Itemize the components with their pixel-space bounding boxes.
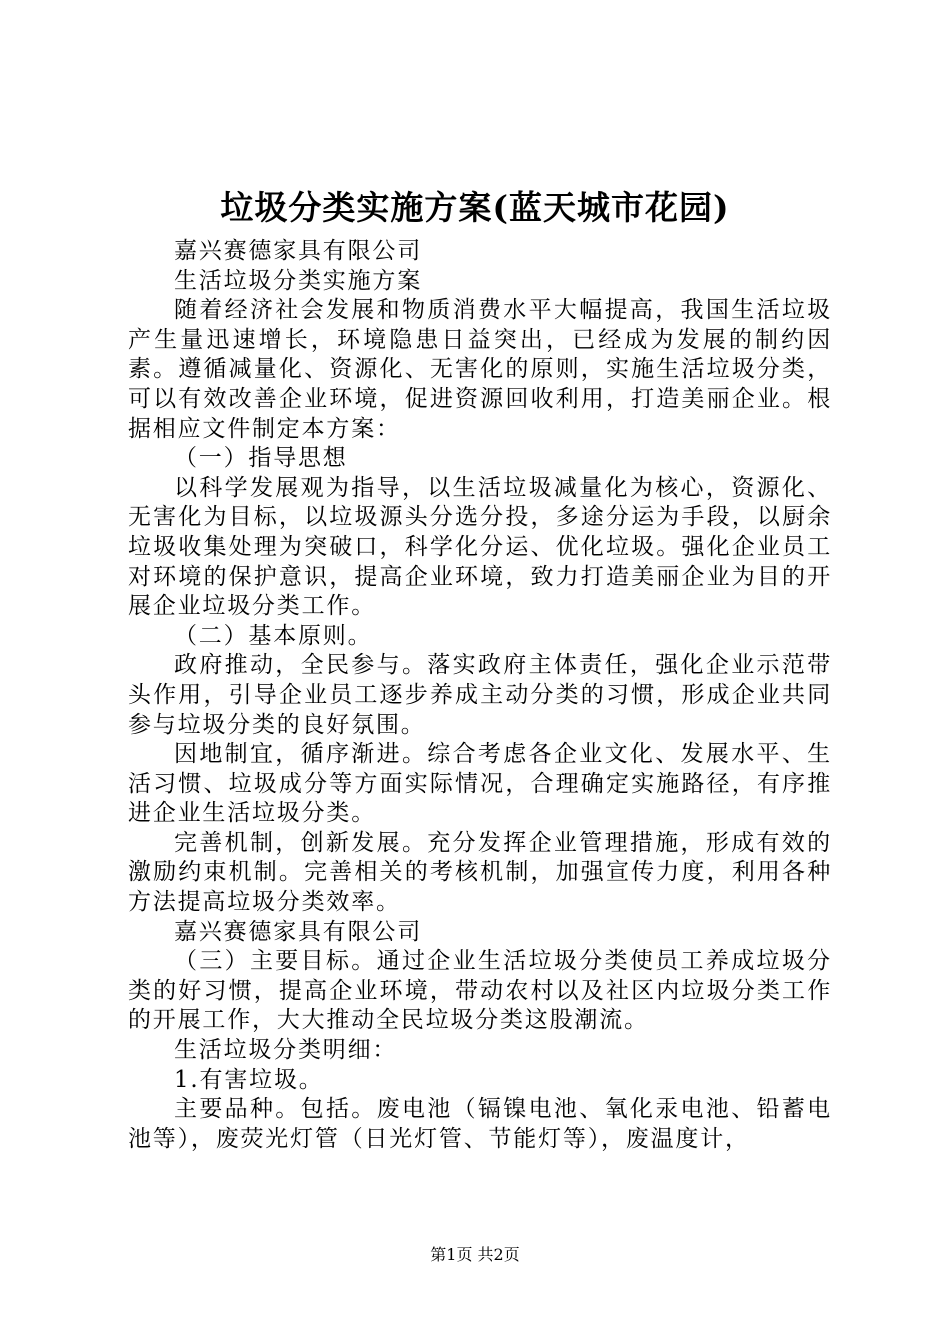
- section-heading-guiding-ideology: （一）指导思想: [174, 445, 348, 472]
- paragraph-principle-government: 政府推动，全民参与。落实政府主体责任，强化企业示范带头作用，引导企业员工逐步养成主动分类的习惯，形成企业共同参与垃圾分类的良好氛围。: [128, 652, 832, 738]
- paragraph-principle-local: 因地制宜，循序渐进。综合考虑各企业文化、发展水平、生活习惯、垃圾成分等方面实际情况，合理确定实施路径，有序推进企业生活垃圾分类。: [128, 741, 832, 827]
- paragraph-plan-title: 生活垃圾分类实施方案: [174, 267, 422, 294]
- paragraph-intro: 随着经济社会发展和物质消费水平大幅提高，我国生活垃圾产生量迅速增长，环境隐患日益突出，已经成为发展的制约因素。遵循减量化、资源化、无害化的原则，实施生活垃圾分类，可以有效改善企业环境，促进资源回收利用，打造美丽企业。根据相应文件制定本方案：: [128, 297, 832, 442]
- paragraph-principle-mechanism: 完善机制，创新发展。充分发挥企业管理措施，形成有效的激励约束机制。完善相关的考核机制，加强宣传力度，利用各种方法提高垃圾分类效率。: [128, 829, 832, 916]
- paragraph-hazardous-items: 主要品种。包括。废电池（镉镍电池、氧化汞电池、铅蓄电池等），废荧光灯管（日光灯管、节能灯等），废温度计，: [128, 1096, 832, 1152]
- paragraph-main-goals: （三）主要目标。通过企业生活垃圾分类使员工养成垃圾分类的好习惯，提高企业环境，带动农村以及社区内垃圾分类工作的开展工作，大大推动全民垃圾分类这股潮流。: [128, 948, 832, 1034]
- section-heading-basic-principles: （二）基本原则。: [174, 622, 373, 649]
- paragraph-hazardous-heading: 1.有害垃圾。: [174, 1066, 324, 1093]
- paragraph-company-repeat: 嘉兴赛德家具有限公司: [174, 918, 422, 945]
- paragraph-guiding-ideology: 以科学发展观为指导，以生活垃圾减量化为核心，资源化、无害化为目标，以垃圾源头分选分投，多途分运为手段，以厨余垃圾收集处理为突破口，科学化分运、优化垃圾。强化企业员工对环境的保护意识，提高企业环境，致力打造美丽企业为目的开展企业垃圾分类工作。: [128, 474, 832, 620]
- document-body: [128, 237, 832, 1154]
- page-footer: 第1页 共2页: [430, 1245, 520, 1264]
- paragraph-details-heading: 生活垃圾分类明细：: [174, 1037, 398, 1064]
- document-title: 垃圾分类实施方案(蓝天城市花园): [220, 188, 730, 227]
- paragraph-company: 嘉兴赛德家具有限公司: [174, 238, 422, 264]
